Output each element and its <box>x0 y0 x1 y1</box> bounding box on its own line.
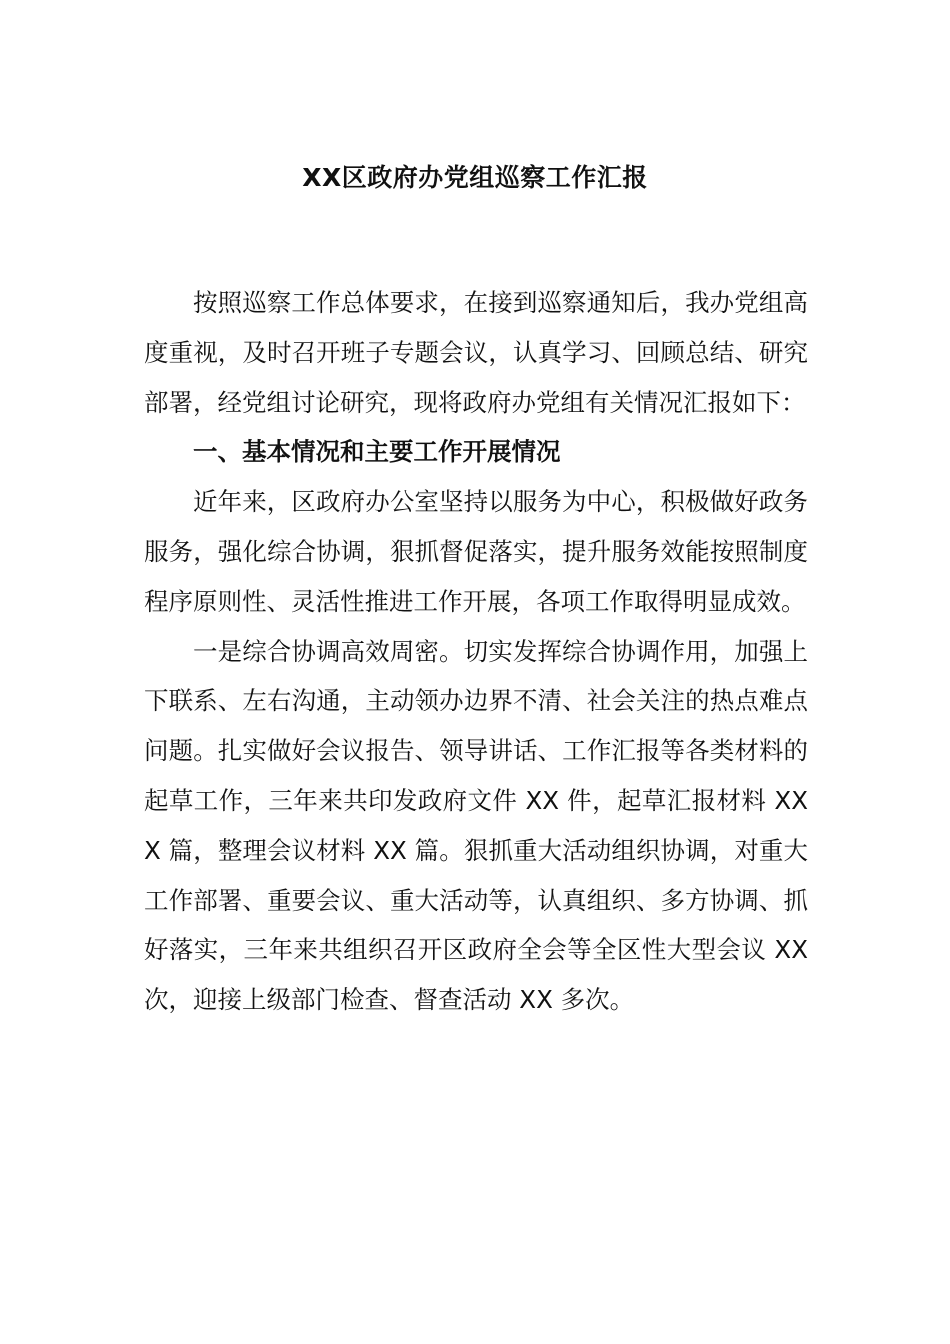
document-title: XX区政府办党组巡察工作汇报 <box>302 163 648 192</box>
section-heading: 一、基本情况和主要工作开展情况 <box>193 437 561 467</box>
paragraph-overview: 近年来，区政府办公室坚持以服务为中心，积极做好政务服务，强化综合协调，狠抓督促落实，提升服务效能按照制度程序原则性、灵活性推进工作开展，各项工作取得明显成效。 <box>144 487 808 616</box>
paragraph-coordination: 一是综合协调高效周密。切实发挥综合协调作用，加强上下联系、左右沟通，主动领办边界不清、社会关注的热点难点问题。扎实做好会议报告、领导讲话、工作汇报等各类材料的起草工作，三年来共印发政府文件 XX 件，起草汇报材料 XXX 篇，整理会议材料 XX 篇。狠抓重大活动组织协调，对重大工作部署、重要会议、重大活动等，认真组织、多方协调、抓好落实，三年来共组织召开区政府全会等全区性大型会议 XX 次，迎接上级部门检查、督查活动 XX 多次。 <box>144 636 808 1015</box>
paragraph-intro: 按照巡察工作总体要求，在接到巡察通知后，我办党组高度重视，及时召开班子专题会议，认真学习、回顾总结、研究部署，经党组讨论研究，现将政府办党组有关情况汇报如下： <box>144 288 808 417</box>
document-body <box>144 278 808 1025</box>
